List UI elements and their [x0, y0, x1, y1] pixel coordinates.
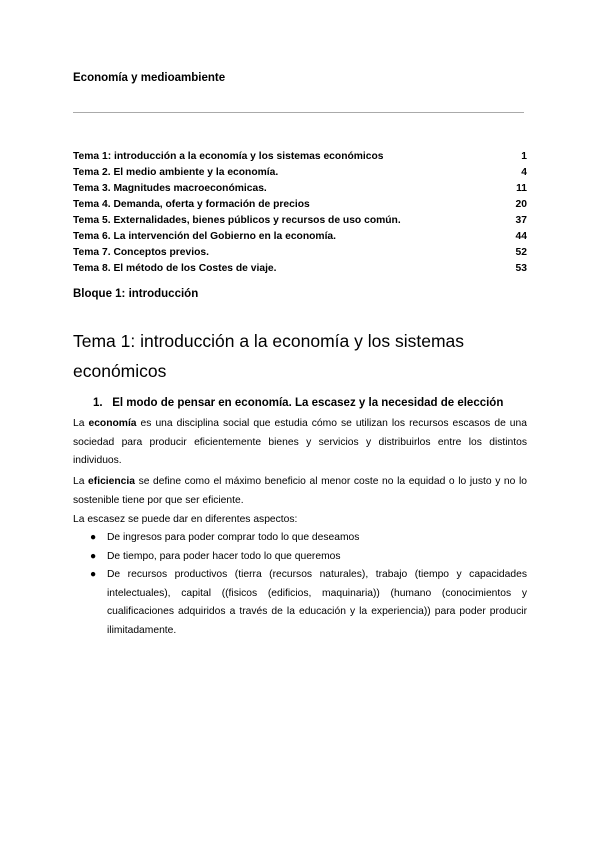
toc-entry[interactable] — [73, 213, 527, 229]
list-item — [73, 529, 527, 548]
toc-entry[interactable] — [73, 245, 527, 261]
toc-entry-page: 53 — [515, 263, 527, 274]
toc-entry-page: 44 — [515, 231, 527, 242]
toc-entry-label: Tema 2. El medio ambiente y la economía. — [73, 167, 279, 178]
paragraph-escasez: La escasez se puede dar en diferentes aspectos: — [73, 514, 298, 525]
tema-heading — [73, 326, 526, 386]
toc-entry-page: 20 — [515, 199, 527, 210]
section-number: 1. — [93, 397, 103, 409]
term-economia: economía — [88, 418, 137, 429]
list-item-text: De ingresos para poder comprar todo lo que deseamos — [107, 532, 360, 543]
toc-entry-label: Tema 1: introducción a la economía y los sistemas económicos — [73, 151, 384, 162]
document-header-title: Economía y medioambiente — [73, 72, 226, 84]
toc-entry-page: 37 — [515, 215, 527, 226]
paragraph-economia — [73, 415, 527, 471]
list-item-text: De recursos productivos (tierra (recursos naturales), trabajo (tiempo y capacidades intelectuales), capital ((fisicos (edificios, maquinaria)) (humano (conocimientos y cualificaciones adquiridos a través de la educación y la experiencia)) para poder producir ilimitadamente. — [107, 569, 527, 636]
toc-entry-page: 11 — [516, 183, 527, 194]
header-divider — [73, 112, 524, 113]
toc-entry-label: Tema 6. La intervención del Gobierno en la economía. — [73, 231, 337, 242]
list-item — [73, 548, 527, 567]
table-of-contents — [73, 149, 527, 277]
toc-entry[interactable] — [73, 165, 527, 181]
toc-entry[interactable] — [73, 149, 527, 165]
toc-entry[interactable] — [73, 229, 527, 245]
toc-entry-page: 4 — [521, 167, 527, 178]
toc-entry-label: Tema 7. Conceptos previos. — [73, 247, 209, 258]
paragraph-prefix: La — [73, 476, 89, 487]
toc-entry-label: Tema 8. El método de los Costes de viaje. — [73, 263, 277, 274]
bullet-list — [73, 529, 527, 640]
block-title: Bloque 1: introducción — [73, 288, 199, 300]
toc-entry-page: 52 — [515, 247, 527, 258]
toc-entry-label: Tema 5. Externalidades, bienes públicos y recursos de uso común. — [73, 215, 401, 226]
toc-entry[interactable] — [73, 181, 527, 197]
paragraph-eficiencia — [73, 473, 527, 510]
bullet-dot-icon: ● — [90, 550, 97, 562]
toc-entry-label: Tema 4. Demanda, oferta y formación de precios — [73, 199, 310, 210]
paragraph-body: es una disciplina social que estudia cómo se utilizan los recursos escasos de una sociedad para producir eficientemente bienes y servicios y distribuirlos entre los distintos individuos. — [73, 418, 527, 466]
toc-entry-page: 1 — [521, 151, 527, 162]
list-item — [73, 566, 527, 640]
paragraph-body: se define como el máximo beneficio al menor coste no la equidad o lo justo y no lo sostenible tiene por que ser eficiente. — [73, 476, 527, 506]
toc-entry[interactable] — [73, 197, 527, 213]
list-item-text: De tiempo, para poder hacer todo lo que queremos — [107, 550, 341, 562]
bullet-dot-icon: ● — [90, 569, 97, 580]
term-eficiencia: eficiencia — [88, 476, 135, 487]
section-heading — [93, 397, 503, 409]
tema-heading-line-1: Tema 1: introducción a la economía y los sistemas — [73, 331, 465, 351]
paragraph-prefix: La — [73, 418, 89, 429]
tema-heading-line-2: económicos — [73, 361, 167, 381]
toc-entry[interactable] — [73, 261, 527, 277]
section-title: El modo de pensar en economía. La escasez y la necesidad de elección — [112, 397, 504, 409]
toc-entry-label: Tema 3. Magnitudes macroeconómicas. — [73, 183, 267, 194]
bullet-dot-icon: ● — [90, 532, 97, 543]
